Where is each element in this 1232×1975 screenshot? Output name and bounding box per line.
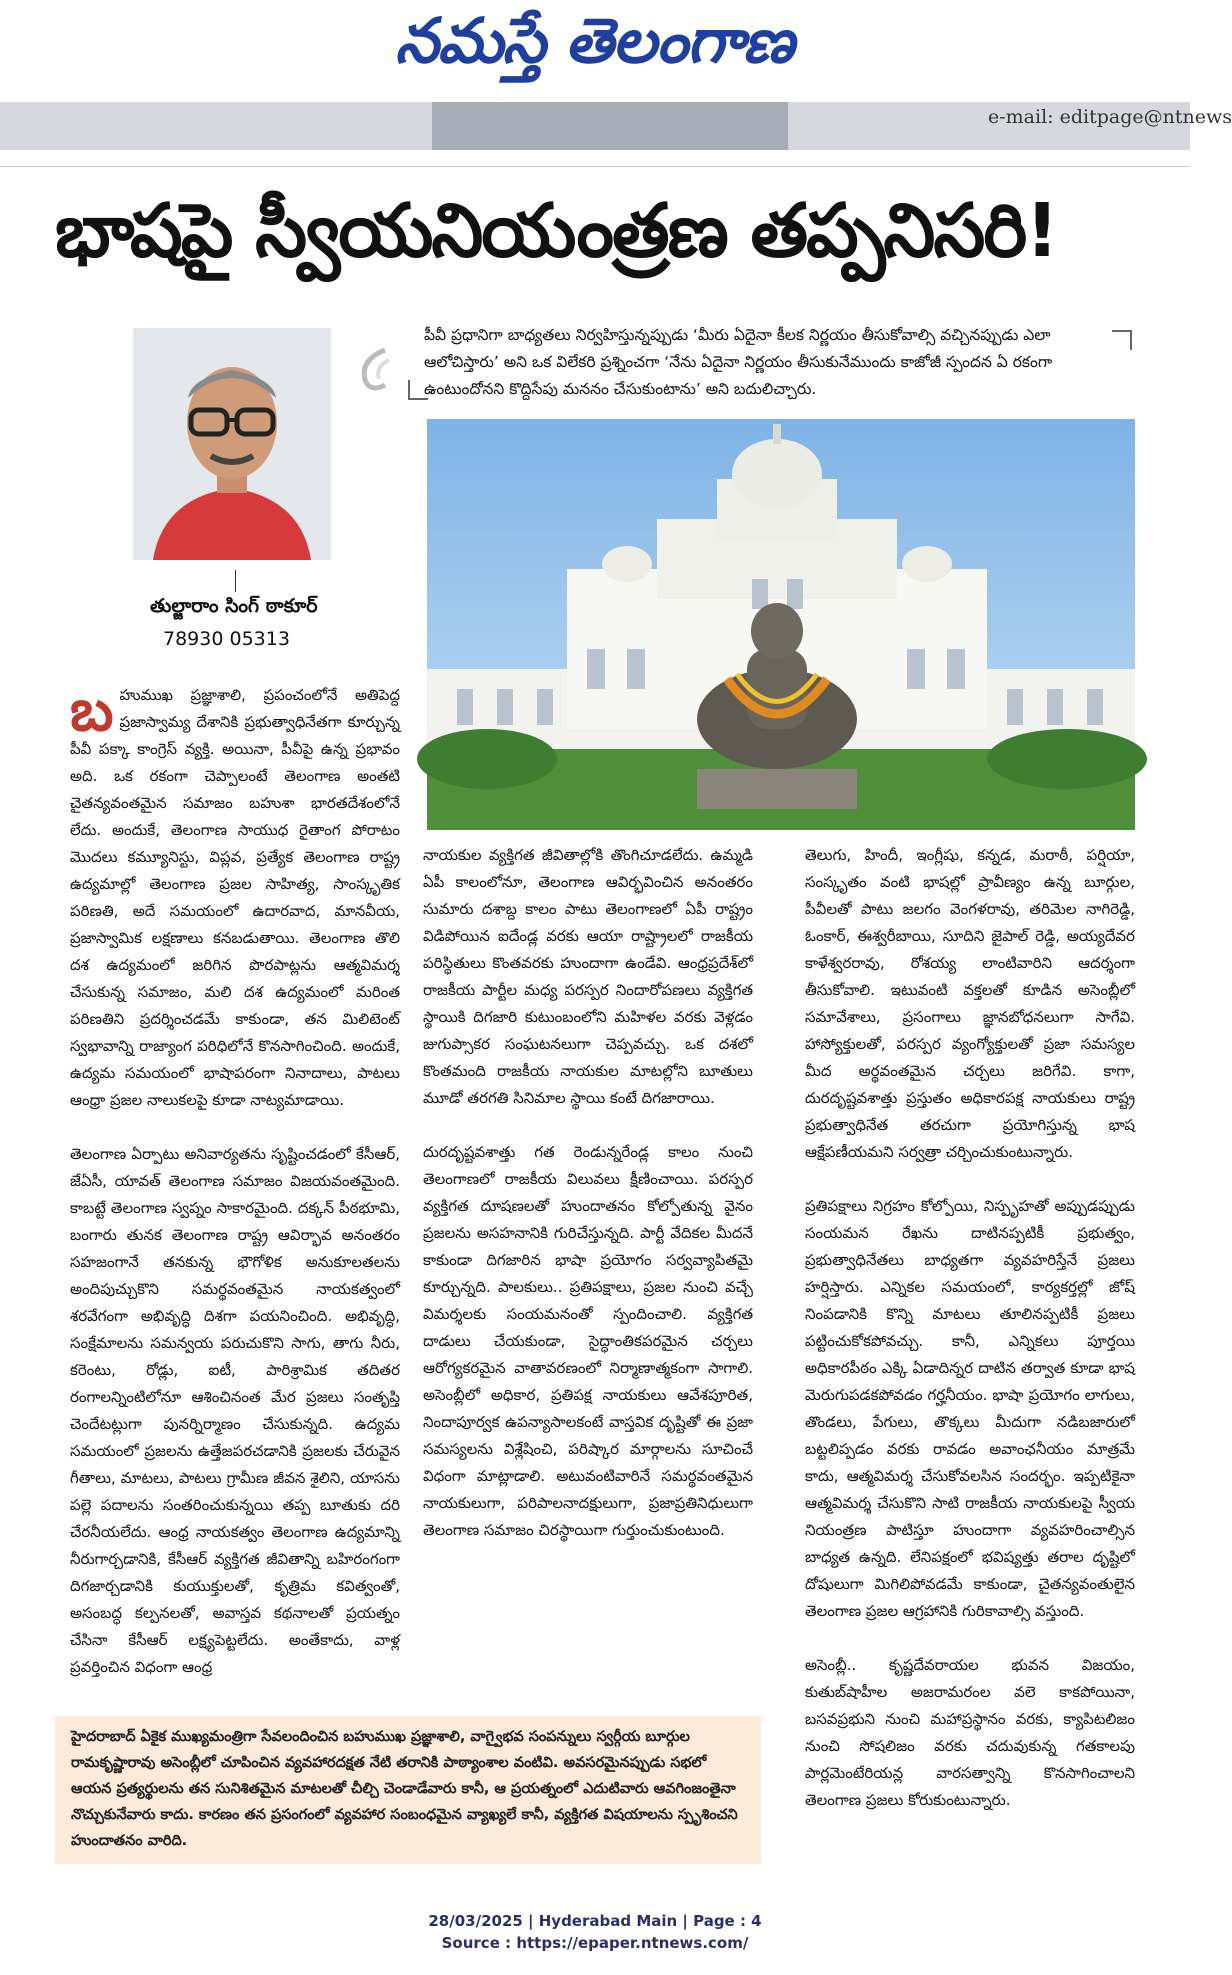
pull-quote: పీవీ ప్రధానిగా బాధ్యతలు నిర్వహిస్తున్నప్పుడు ‘మీరు ఏదైనా కీలక నిర్ణయం తీసుకోవాల్సి వచ్చినప్పుడు ఎలా ఆలోచిస్తారు’ అని ఒక విలేకరి ప్రశ్నించగా ‘నేను ఏదైనా నిర్ణయం తీసుకునేముందు కాజోజీ స్పందన ఏ రకంగా ఉంటుందోనని కొద్దిసేపు మననం చేసుకుంటాను’ అని బదులిచ్చారు. — [424, 326, 1053, 398]
dropcap: బ — [70, 676, 114, 744]
column-3 — [805, 842, 1135, 1841]
assembly-gandhi-statue-icon — [427, 419, 1135, 830]
paragraph: అసెంబ్లీ.. కృష్ణదేవరాయల భువన విజయం, కుతుబ్‌షాహీల అజరామరంల వలె కాకపోయినా, బసవప్రభుని నుంచి మహాప్రస్థానం వరకు, క్యాపిటలిజం నుంచి సోషలిజం వరకు చదువుకున్న గతకాలపు పార్లమెంటేరియన్ల వారసత్వాన్ని కొనసాగించాలని తెలంగాణ ప్రజలు కోరుకుంటున్నారు. — [805, 1656, 1135, 1809]
highlight-text: హైదరాబాద్ ఏకైక ముఖ్యమంత్రిగా సేవలందించిన బహుముఖ ప్రజ్ఞాశాలి, వాగ్వైభవ సంపన్నులు స్వర్గీయ బూర్గుల రామకృష్ణారావు అసెంబ్లీలో చూపించిన వ్యవహారదక్షత నేటి తరానికి పాఠ్యాంశాల వంటివి. అవసరమైనప్పుడు సభలో ఆయన ప్రత్యర్థులను తన సునిశితమైన మాటలతో చీల్చి చెండాడేవారు కానీ, ఆ ప్రయత్నంలో ఎదుటివారు ఆవగింజంతైనా నొచ్చుకునేవారు కాదు. కారణం తన ప్రసంగంలో వ్యవహార సంబంధమైన వ్యాఖ్యలే కానీ, వ్యక్తిగత విషయాలను స్పృశించని హుందాతనం వారిది. — [71, 1729, 738, 1849]
paragraph: ప్రతిపక్షాలు నిగ్రహం కోల్పోయి, నిస్పృహతో అప్పుడప్పుడు సంయమన రేఖను దాటినప్పటికీ ప్రభుత్వం, ప్రభుత్వాధినేతలు బాధ్యతగా వ్యవహరిస్తేనే ప్రజలు హర్షిస్తారు. ఎన్నికల సమయంలో, కార్యకర్తల్లో జోష్ నింపడానికి కొన్ని మాటలు తూలినప్పటికీ ప్రజలు పట్టించుకోకపోవచ్చు. కానీ, ఎన్నికలు పూర్తయి అధికారపీఠం ఎక్కి ఏడాదిన్నర దాటిన తర్వాత కూడా భాష మెరుగుపడకపోవడం గర్హనీయం. భాషా ప్రయోగం లాగులు, తొండలు, పేగులు, తొక్కలు మీదుగా నడిబజారులో బట్టలిప్పడం వరకు రావడం అవాంఛనీయం మాత్రమే కాదు, ఆత్మవిమర్శ చేసుకోవలసిన సందర్భం. ఇప్పటికైనా ఆత్మవిమర్శ చేసుకొని సాటి రాజకీయ నాయకులపై స్వీయ నియంత్రణ పాటిస్తూ హుందాగా వ్యవహరించాల్సిన బాధ్యత ఉన్నది. లేనిపక్షంలో భవిష్యత్తు తరాల దృష్టిలో దోషులుగా మిగిలిపోవడమే కాకుండా, చైతన్యవంతులైన తెలంగాణ ప్రజల ఆగ్రహానికి గురికావాల్సి వస్తుంది. — [805, 1197, 1135, 1620]
author-phone: 78930 05313 — [163, 628, 290, 650]
paragraph: దురదృష్టవశాత్తు గత రెండున్నరేండ్ల కాలం నుంచి తెలంగాణలో రాజకీయ విలువలు క్షీణించాయి. పరస్పర వ్యక్తిగత దూషణలతో హుందాతనం కోల్పోతున్న వైనం ప్రజలను అసహనానికి గురిచేస్తున్నది. పార్టీ వేదికల మీదనే కాకుండా దిగజారిన భాషా ప్రయోగం సర్వవ్యాపితమై కూర్చున్నది. పాలకులు.. ప్రతిపక్షాలు, ప్రజల నుంచి వచ్చే విమర్శలకు సంయమనంతో స్పందించాలి. వ్యక్తిగత దాడులు చేయకుండా, సైద్ధాంతికపరమైన చర్చలు ఆరోగ్యకరమైన వాతావరణంలో నిర్మాణాత్మకంగా సాగాలి. అసెంబ్లీలో అధికార, ప్రతిపక్ష నాయకులు ఆవేశపూరిత, నిందాపూర్వక ఉపన్యాసాలకంటే వాస్తవిక దృష్టితో ఈ ప్రజా సమస్యలను విశ్లేషించి, పరిష్కార మార్గాలను సూచించే విధంగా మాట్లాడాలి. అటువంటివారినే సమర్థవంతమైన నాయకులుగా, పరిపాలనాదక్షులుగా, ప్రజాప్రతినిధులుగా తెలంగాణ సమాజం చిరస్థాయిగా గుర్తుంచుకుంటుంది. — [423, 1143, 753, 1539]
main-photo — [427, 419, 1135, 830]
paragraph — [70, 676, 400, 1114]
top-bar-block — [432, 102, 788, 150]
edit-page-email: e-mail: editpage@ntnews — [988, 106, 1232, 128]
masthead — [0, 0, 1190, 102]
author-portrait-icon — [133, 328, 331, 560]
author-divider — [235, 570, 236, 592]
newspaper-logo: నమస్తే తెలంగాణ — [395, 4, 794, 77]
author-photo — [133, 328, 331, 560]
headline: భాషపై స్వీయనియంత్రణ తప్పనిసరి! — [55, 188, 1057, 274]
column-1 — [70, 676, 400, 1708]
author-name: తుల్జారాం సింగ్ ఠాకూర్ — [150, 595, 318, 617]
column-2 — [423, 842, 753, 1571]
paragraph: నాయకుల వ్యక్తిగత జీవితాల్లోకి తొంగిచూడలేదు. ఉమ్మడి ఏపీ కాలంలోనూ, తెలంగాణ ఆవిర్భవించిన అనంతరం సుమారు దశాబ్ద కాలం పాటు తెలంగాణలో ఏపీ రాష్ట్రం విడిపోయిన ఐదేండ్ల వరకు ఆయా రాష్ట్రాలలో రాజకీయ పరిస్థితులు కొంతవరకు హుందాగా ఉండేవి. ఆంధ్రప్రదేశ్‌లో రాజకీయ పార్టీల మధ్య పరస్పర నిందారోపణలు వ్యక్తిగత స్థాయికి దిగజారి కుటుంబంలోని మహిళల వరకు వెళ్లడం జుగుప్సాకర సంఘటనలుగా చెప్పవచ్చు. ఒక దశలో కొంతమంది రాజకీయ నాయకుల మాటల్లోని బూతులు మూడో తరగతి సినిమాల స్థాయి కంటే దిగజారాయి. — [423, 846, 753, 1107]
paragraph: తెలంగాణ ఏర్పాటు అనివార్యతను సృష్టించడంలో కేసీఆర్, జేఏసీ, యావత్ తెలంగాణ సమాజం విజయవంతమైంది. కాబట్టే తెలంగాణ స్వప్నం సాకారమైంది. దక్కన్ పీఠభూమి, బంగారు తునక తెలంగాణ రాష్ట్ర ఆవిర్భావ అనంతరం సహజంగానే తనకున్న భౌగోళిక అనుకూలతలను అందిపుచ్చుకొని సమర్థవంతమైన నాయకత్వంలో శరవేగంగా అభివృద్ధి దిశగా పయనించింది. అభివృద్ధి, సంక్షేమాలను సమన్వయ పరుచుకొని సాగు, తాగు నీరు, కరెంటు, రోడ్లు, ఐటీ, పారిశ్రామిక తదితర రంగాలన్నింటిలోనూ ఆశించినంత మేర ప్రజలు సంతృప్తి చెందేటట్లుగా పునర్నిర్మాణం చేసుకున్నది. ఉద్యమ సమయంలో ప్రజలను ఉత్తేజపరచడానికి ప్రజలకు చేరువైన గీతాలు, మాటలు, పాటలు గ్రామీణ జీవన శైలిని, యాసను పల్లె పదాలను సంతరించుకున్నయి తప్ప బూతుకు దరి చేరనీయలేదు. ఆంధ్ర నాయకత్వం తెలంగాణ ఉద్యమాన్ని నీరుగార్చడానికి, కేసీఆర్ వ్యక్తిగత జీవితాన్ని బహిరంగంగా దిగజార్చడానికి కుయుక్తులతో, కృత్రిమ కవిత్వంతో, అసంబద్ధ కల్పనలతో, అవాస్తవ కథనాలతో ప్రయత్నం చేసినా కేసీఆర్ లక్ష్యపెట్టలేదు. అంతేకాదు, వాళ్ల ప్రవర్తించిన విధంగా ఆంధ్ర — [70, 1145, 400, 1676]
divider — [0, 166, 1190, 167]
paragraph: తెలుగు, హిందీ, ఇంగ్లీషు, కన్నడ, మరాఠీ, పర్షియా, సంస్కృతం వంటి భాషల్లో ప్రావీణ్యం ఉన్న బూర్గుల, పీవీలతో పాటు జలగం వెంగళరావు, తరిమెల నాగిరెడ్డి, ఓంకార్, ఈశ్వరీబాయి, సూదిని జైపాల్ రెడ్డి, అయ్యదేవర కాళేశ్వరరావు, రోశయ్య లాంటివారిని ఆదర్శంగా తీసుకోవాలి. ఇటువంటి వక్తలతో కూడిన అసెంబ్లీలో సమావేశాలు, ప్రసంగాలు జ్ఞానబోధనలుగా సాగేవి. హాస్యోక్తులతో, పరస్పర వ్యంగ్యోక్తులతో ప్రజా సమస్యల మీద అర్థవంతమైన చర్చలు జరిగేవి. కాగా, దురదృష్టవశాత్తు ప్రస్తుతం అధికారపక్ష నాయకులు రాష్ట్ర ప్రభుత్వాధినేత తరచుగా ప్రయోగిస్తున్న భాష ఆక్షేపణీయమని సర్వత్రా చర్చించుకుంటున్నారు. — [805, 846, 1135, 1161]
highlight-box — [55, 1716, 761, 1864]
top-bar — [0, 102, 1232, 150]
paragraph-text: హుముఖ ప్రజ్ఞాశాలి, ప్రపంచంలోనే అతిపెద్ద ప్రజాస్వామ్య దేశానికి ప్రభుత్వాధినేతగా కూర్చున్న పీవీ పక్కా కాంగ్రెస్ వ్యక్తి. అయినా, పీవీపై ఉన్న ప్రభావం అది. ఒక రకంగా చెప్పాలంటే తెలంగాణ అంతటి చైతన్యవంతమైన సమాజం బహుశా భారతదేశంలోనే లేదు. అందుకే, తెలంగాణ సాయుధ రైతాంగ పోరాటం మొదలు కమ్యూనిస్టు, విప్లవ, ప్రత్యేక తెలంగాణ రాష్ట్ర ఉద్యమాల్లో తెలంగాణ ప్రజల సాహిత్య, సాంస్కృతిక పరిణతి, అదే సమయంలో ఉదారవాద, మానవీయ, ప్రజాస్వామిక లక్షణాలు కనబడుతాయి. తెలంగాణ తొలి దశ ఉద్యమంలో జరిగిన పొరపాట్లను ఆత్మవిమర్శ చేసుకున్న సమాజం, మలి దశ ఉద్యమంలో మరింత పరిణతిని ప్రదర్శించడమే కాకుండా, తన మిలిటెంట్ స్వభావాన్ని రాజ్యాంగ పరిధిలోనే కొనసాగించింది. అందుకే, ఉద్యమ సమయంలో భాషాపరంగా నినాదాలు, పాటలు ఆంధ్రా ప్రజల నాలుకలపై కూడా నాట్యమాడాయి. — [70, 686, 400, 1109]
quote-swirl-icon — [355, 345, 395, 395]
footer-source-link[interactable]: Source : https://epaper.ntnews.com/ — [441, 1934, 749, 1952]
footer-date-edition: 28/03/2025 | Hyderabad Main | Page : 4 — [428, 1912, 762, 1930]
page-footer — [0, 1910, 1190, 1954]
